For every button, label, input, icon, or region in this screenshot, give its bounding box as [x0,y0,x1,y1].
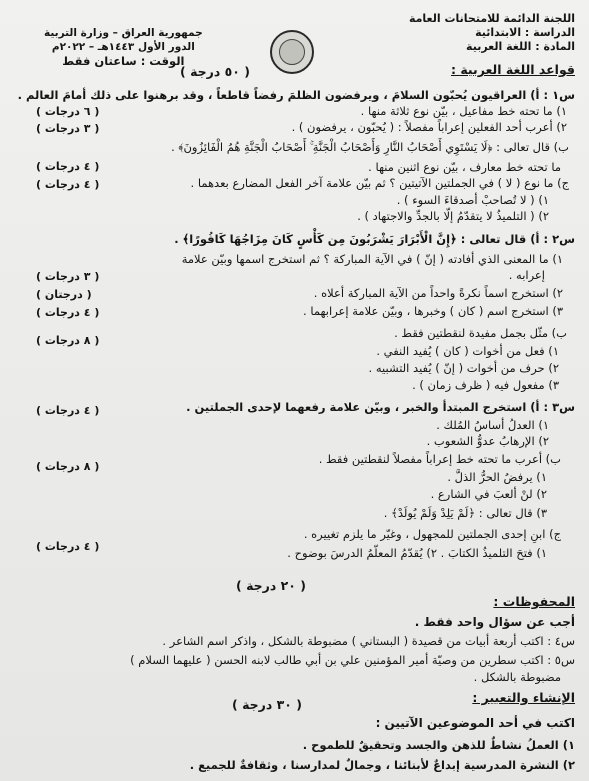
memorization-instruction: أجب عن سؤال واحد فقط . [414,615,575,629]
stage-label: الدراسة : الابتدائية [475,26,575,39]
republic-label: جمهورية العراق – وزارة التربية [44,27,203,39]
q5-text-cont: مضبوطة بالشكل . [473,670,561,684]
q3-b-1: ١) يرفضُ الحرُّ الذلَّ . [447,470,547,484]
q2-b-2: ٢) حرف من أخوات ( إنّ ) يُفيد التشبيه . [368,361,559,375]
q1-c: ج) ما نوع ( لا ) في الجملتين الآتيتين ؟ ثم بيّن علامة آخر الفعل المضارع بعدهما . [190,176,569,190]
q2-a: س٢ : أ) قال تعالى : ﴿إِنَّ الْأَبْرَارَ يَشْرَبُونَ مِن كَأْسٍ كَانَ مِزَاجُهَا كَافُورًا﴾ . [174,232,575,246]
session-label: الدور الأول ١٤٤٣هـ – ٢٠٢٢م [51,41,195,53]
composition-instruction: اكتب في أحد الموضوعين الآتيين : [375,716,575,730]
subject-label: المادة : اللغة العربية [466,40,575,53]
q3-a: س٣ : أ) استخرج المبتدأ والخبر ، وبيّن علامة رفعهما لإحدى الجملتين . [186,400,575,414]
q2-a-1b: إعرابه . [508,268,545,282]
q2-b-1: ١) فعل من أخوات ( كان ) يُفيد النفي . [376,344,559,358]
q2-b-3: ٣) مفعول فيه ( ظرف زمان ) . [412,378,559,392]
q4-text: س٤ : اكتب أربعة أبيات من قصيدة ( البستاني ) مضبوطة بالشكل ، واذكر اسم الشاعر . [162,634,575,648]
degree-label: ( ٨ درجات ) [36,334,100,347]
q2-a-2: ٢) استخرج اسماً نكرةً واحداً من الآية المباركة أعلاه . [313,286,563,300]
memorization-marks: ( ٢٠ درجة ) [236,578,306,593]
degree-label: ( ٤ درجات ) [36,306,100,319]
memorization-title: المحفوظات : [493,594,575,609]
q1-a: س١ : أ) العراقيون يُحبّون السلامَ ، ويرفضون الظلمَ رفضاً قاطعاً ، وقد برهنوا على ذلك أمامَ العالم . [17,88,575,102]
composition-title: الإنشاء والتعبير : [472,690,575,705]
topic-2: ٢) النشرة المدرسية إبداعٌ لأبنائنا ، وجمالٌ لمدارسنا ، وثقافةٌ للجميع . [189,758,575,772]
degree-label: ( ٣ درجات ) [36,122,100,135]
q1-c-1: ١) ( لا تُصاحبْ أصدقاءَ السوء ) . [396,193,549,207]
degree-label: ( ٤ درجات ) [36,540,100,553]
q1-c-2: ٢) ( التلميذُ لا يتقدّمُ إلّا بالجدِّ والاجتهاد ) . [357,209,549,223]
q2-a-3: ٣) استخرج اسم ( كان ) وخبرها ، وبيّن علامة إعرابهما . [303,304,563,318]
q2-b: ب) مثّل بجمل مفيدة لنقطتين فقط . [394,326,567,340]
q1-b: ب) قال تعالى : ﴿لَا يَسْتَوِي أَصْحَابُ النَّارِ وَأَصْحَابُ الْجَنَّةِ ۚ أَصْحَابُ الْجَنَّةِ هُمُ الْفَائِزُونَ﴾ . [171,140,569,154]
degree-label: ( ٨ درجات ) [36,460,100,473]
committee-name: اللجنة الدائمة للامتحانات العامة [408,12,575,25]
grammar-title: قواعد اللغة العربية : [450,62,575,77]
q3-a-2: ٢) الإرهابُ عدوُّ الشعوب . [426,434,549,448]
q5-text: س٥ : اكتب سطرين من وصيّة أمير المؤمنين علي بن أبي طالب لابنه الحسن ( عليهما السلام ) [130,653,575,667]
degree-label: ( ٦ درجات ) [36,105,100,118]
q3-a-1: ١) العدلُ أساسُ المُلك . [436,418,549,432]
composition-marks: ( ٣٠ درجة ) [232,697,302,712]
topic-1: ١) العملُ نشاطٌ للذهن والجسد وتحقيقٌ للطموح . [302,738,575,752]
degree-label: ( ٤ درجات ) [36,178,100,191]
q2-a-1: ١) ما المعنى الذي أفادته ( إنّ ) في الآية المباركة ؟ ثم استخرج اسمها وبيّن علامة [181,252,563,266]
q3-b-3: ٣) قال تعالى : ﴿لَمْ يَلِدْ وَلَمْ يُولَدْ﴾ . [383,506,547,520]
time-label: الوقت : ساعتان فقط [62,54,185,68]
q3-b-2: ٢) لنْ ألعبَ في الشارع . [430,487,547,501]
header-left [44,26,203,68]
degree-label: ( ٣ درجات ) [36,270,100,283]
q1-a-2: ٢) أعرب أحد الفعلين إعراباً مفصلاً : ( يُحبّون ، يرفضون ) . [291,120,567,134]
q3-c-1: ١) فتحَ التلميذُ الكتابَ . ٢) يُقدّمُ المعلّمُ الدرسَ بوضوح . [287,546,547,560]
q3-c: ج) ابنِ إحدى الجملتين للمجهول ، وغيّر ما يلزم تغييره . [303,527,561,541]
header-right [409,12,575,54]
grammar-marks: ( ٥٠ درجة ) [180,64,250,79]
degree-label: ( ٤ درجات ) [36,160,100,173]
ministry-seal-logo [270,30,314,74]
q3-b: ب) أعرب ما تحته خط إعراباً مفصلاً لنقطتين فقط . [318,452,561,466]
q1-a-1: ١) ما تحته خط مفاعيل ، بيّن نوع ثلاثة منها . [360,104,567,118]
degree-label: ( درجتان ) [36,288,92,301]
q1-b-note: ما تحته خط معارف ، بيّن نوع اثنين منها . [368,160,561,174]
degree-label: ( ٤ درجات ) [36,404,100,417]
